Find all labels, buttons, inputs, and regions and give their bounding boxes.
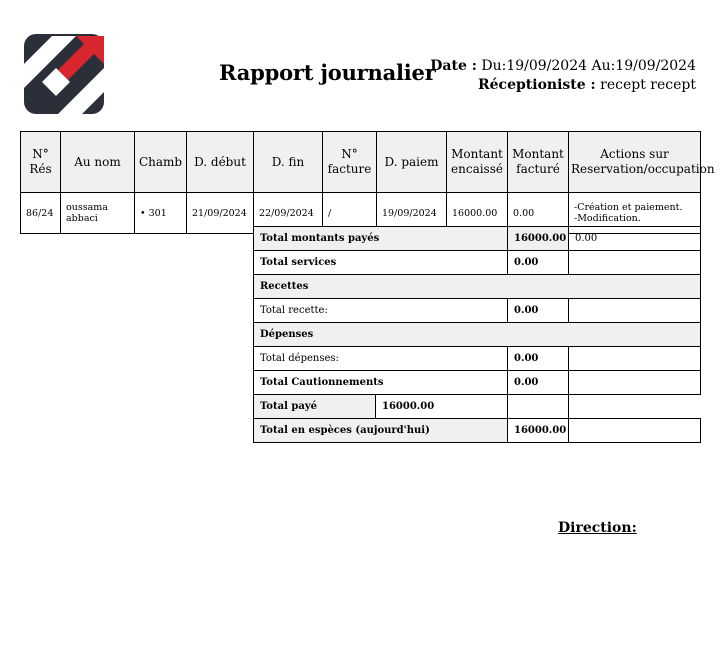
cell-invoice: /	[323, 193, 377, 234]
total-deposits-value: 0.00	[508, 371, 569, 395]
date-label: Date :	[430, 58, 477, 74]
total-receipts-value: 0.00	[508, 299, 569, 323]
col-end: D. fin	[254, 132, 323, 193]
summary-row-total-receipts	[254, 299, 701, 323]
total-expenses-label: Total dépenses:	[254, 347, 508, 371]
summary-row-receipts-header	[254, 275, 701, 299]
cell-actions: -Création et paiement. -Modification.	[569, 193, 701, 234]
total-services-value: 0.00	[508, 251, 569, 275]
cell-res: 86/24	[21, 193, 61, 234]
col-invoice: N° facture	[323, 132, 377, 193]
report-meta	[430, 57, 696, 95]
total-services-label: Total services	[254, 251, 508, 275]
col-invoiced: Montant facturé	[508, 132, 569, 193]
col-collected: Montant encaissé	[447, 132, 508, 193]
receptionist-name: recept recept	[600, 77, 696, 93]
col-res: N° Rés	[21, 132, 61, 193]
summary-row-total-paid	[254, 395, 701, 419]
col-start: D. début	[187, 132, 254, 193]
cell-paid-date: 19/09/2024	[377, 193, 447, 234]
cell-invoiced: 0.00	[508, 193, 569, 234]
total-deposits-label: Total Cautionnements	[254, 371, 508, 395]
total-receipts-label: Total recette:	[254, 299, 508, 323]
summary-table	[253, 226, 701, 443]
summary-row-total-services	[254, 251, 701, 275]
total-paid-amounts-invoiced: 0.00	[569, 227, 701, 251]
total-paid-amounts-label: Total montants payés	[254, 227, 508, 251]
col-actions: Actions sur Reservation/occupation	[569, 132, 701, 193]
summary-row-total-deposits	[254, 371, 701, 395]
receptionist-label: Réceptioniste :	[478, 77, 596, 93]
cell-end: 22/09/2024	[254, 193, 323, 234]
total-cash-value: 16000.00	[508, 419, 569, 443]
summary-row-total-cash	[254, 419, 701, 443]
summary-row-expenses-header	[254, 323, 701, 347]
expenses-header: Dépenses	[254, 323, 701, 347]
cell-collected: 16000.00	[447, 193, 508, 234]
table-header-row	[21, 132, 701, 193]
report-title: Rapport journalier	[219, 60, 436, 85]
summary-row-total-expenses	[254, 347, 701, 371]
receipts-header: Recettes	[254, 275, 701, 299]
total-paid-amounts-collected: 16000.00	[508, 227, 569, 251]
total-cash-label: Total en espèces (aujourd'hui)	[254, 419, 508, 443]
direction-signature-label: Direction:	[558, 520, 637, 536]
reservations-table	[20, 131, 715, 234]
cell-name: oussama abbaci	[61, 193, 135, 234]
cell-room: • 301	[135, 193, 187, 234]
col-name: Au nom	[61, 132, 135, 193]
cell-start: 21/09/2024	[187, 193, 254, 234]
total-paid-value: 16000.00	[376, 395, 508, 419]
total-paid-label: Total payé	[254, 395, 376, 419]
hotel-logo-icon	[24, 34, 104, 114]
date-range: Du:19/09/2024 Au:19/09/2024	[481, 58, 696, 74]
total-expenses-value: 0.00	[508, 347, 569, 371]
col-room: Chamb	[135, 132, 187, 193]
summary-row-total-paid-amounts	[254, 227, 701, 251]
col-paid-date: D. paiem	[377, 132, 447, 193]
